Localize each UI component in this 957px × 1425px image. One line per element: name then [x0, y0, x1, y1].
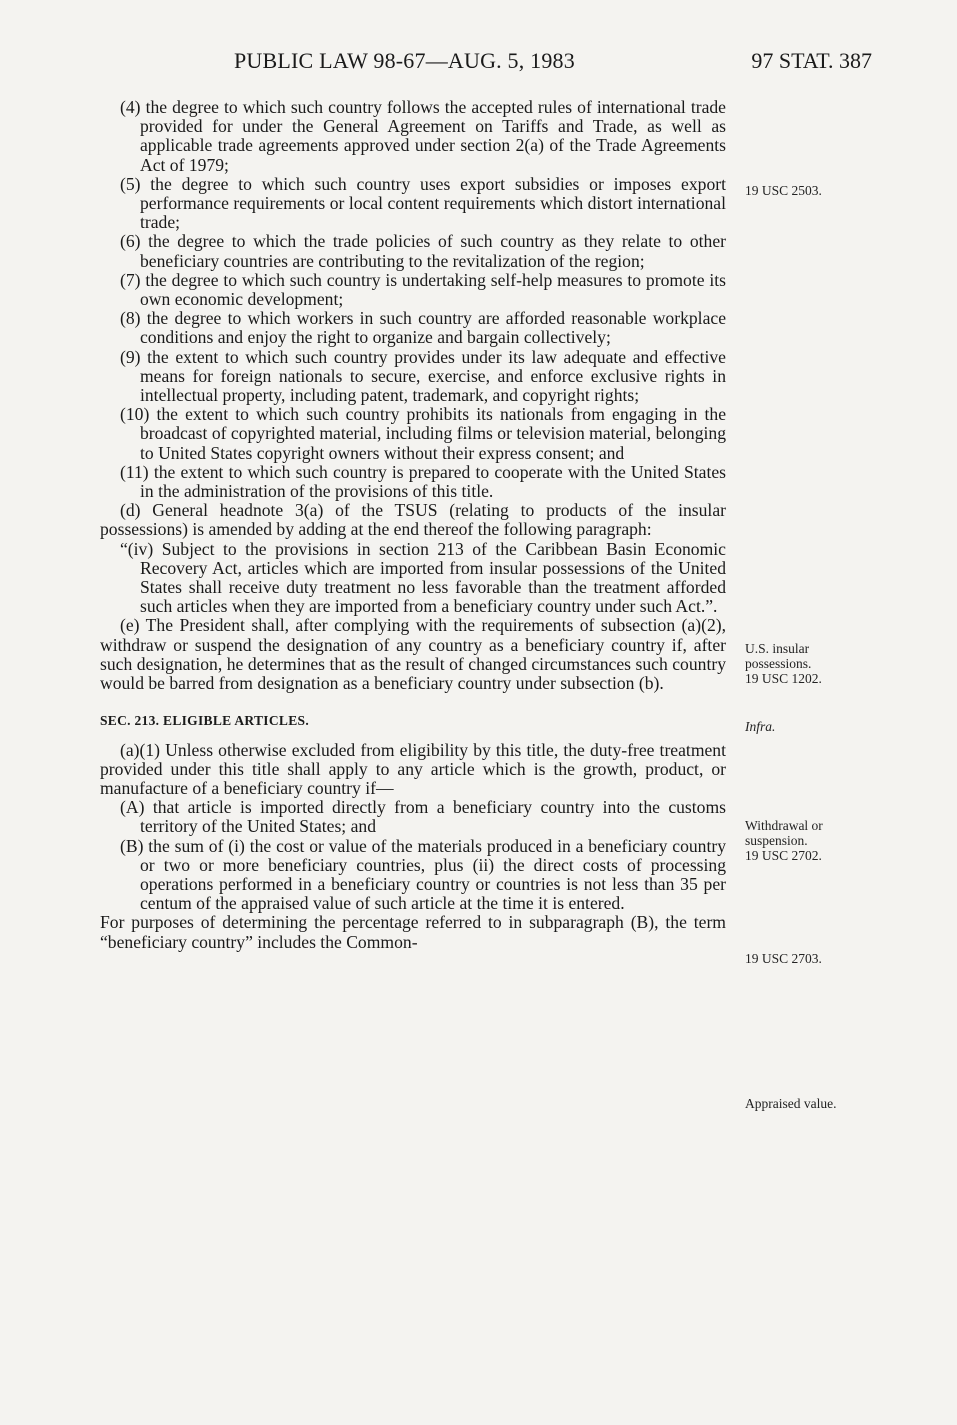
margin-note-line: Withdrawal or: [745, 818, 823, 833]
margin-note-appraised-value: Appraised value.: [745, 1096, 837, 1111]
paragraph-11: (11) the extent to which such country is prepared to cooperate with the United States in the administration of the provisions of this title.: [120, 461, 726, 502]
paragraph-9: (9) the extent to which such country provides under its law adequate and effective means for foreign nationals to secure, exercise, and enforce exclusive rights in intellectual property, including patent, trademark, and copyright rights;: [120, 346, 726, 406]
paragraph-4: (4) the degree to which such country follows the accepted rules of international trade provided for under the General Agreement on Tariffs and Trade, as well as applicable trade agreements approved under section 2(a) of the Trade Agreements Act of 1979;: [120, 97, 726, 175]
paragraph-e: (e) The President shall, after complying with the requirements of subsection (a)(2), withdraw or suspend the designation of any country as a beneficiary country if, after such designation, he determines that as the result of changed circumstances such country would be barred from designation as a beneficiary country under subsection (b).: [100, 615, 726, 694]
margin-note-19usc2703: 19 USC 2703.: [745, 951, 822, 966]
paragraph-quoted-iv: “(iv) Subject to the provisions in section 213 of the Caribbean Basin Economic Recovery Act, articles which are imported from insular possessions of the United States shall receive duty treatment no less favorable than the treatment afforded such articles when they are imported from a beneficiary country under such Act.”.: [120, 538, 726, 617]
paragraph-8: (8) the degree to which workers in such country are afforded reasonable workplace conditions and enjoy the right to organize and bargain collectively;: [120, 308, 726, 348]
paragraph-B: (B) the sum of (i) the cost or value of the materials produced in a beneficiary country or two or more beneficiary countries, plus (ii) the direct costs of processing operations performed in a beneficiary country or countries is not less than 35 per centum of the appraised value of such article at the time it is entered.: [120, 835, 726, 914]
paragraph-purposes: For purposes of determining the percentage referred to in subparagraph (B), the term “beneficiary country” includes the Common-: [100, 912, 726, 952]
paragraph-7: (7) the degree to which such country is undertaking self-help measures to promote its own economic development;: [120, 269, 726, 310]
body-text: [100, 98, 726, 952]
paragraph-10: (10) the extent to which such country prohibits its nationals from engaging in the broadcast of copyrighted material, including films or television material, belonging to United States copyright owners without their express consent; and: [120, 404, 726, 463]
paragraph-5: (5) the degree to which such country uses export subsidies or imposes export performance requirements or local content requirements which distort international trade;: [120, 173, 726, 233]
page-header: [100, 48, 872, 78]
margin-note-19usc2503: 19 USC 2503.: [745, 183, 822, 198]
paragraph-6: (6) the degree to which the trade policies of such country as they relate to other beneficiary countries are contributing to the revitalization of the region;: [120, 231, 726, 271]
header-title: PUBLIC LAW 98-67—AUG. 5, 1983: [234, 48, 575, 73]
margin-note-line: possessions.: [745, 656, 812, 671]
paragraph-A: (A) that article is imported directly from a beneficiary country into the customs territory of the United States; and: [120, 797, 726, 837]
margin-note-infra: Infra.: [745, 719, 776, 734]
margin-note-line: suspension.: [745, 833, 808, 848]
margin-note-line: 19 USC 2702.: [745, 848, 822, 863]
header-stat-page: 97 STAT. 387: [751, 48, 872, 73]
margin-note-line: U.S. insular: [745, 641, 810, 656]
margin-note-withdrawal: [745, 818, 823, 863]
paragraph-a1: (a)(1) Unless otherwise excluded from eligibility by this title, the duty-free treatment provided under this title shall apply to any article which is the growth, product, or manufacture of a beneficiary country if—: [100, 739, 726, 798]
margin-note-line: 19 USC 1202.: [745, 671, 822, 686]
margin-note-insular-possessions: [745, 641, 822, 686]
paragraph-d: (d) General headnote 3(a) of the TSUS (relating to products of the insular possessions) is amended by adding at the end thereof the following paragraph:: [100, 500, 726, 540]
section-heading: SEC. 213. ELIGIBLE ARTICLES.: [100, 713, 309, 729]
